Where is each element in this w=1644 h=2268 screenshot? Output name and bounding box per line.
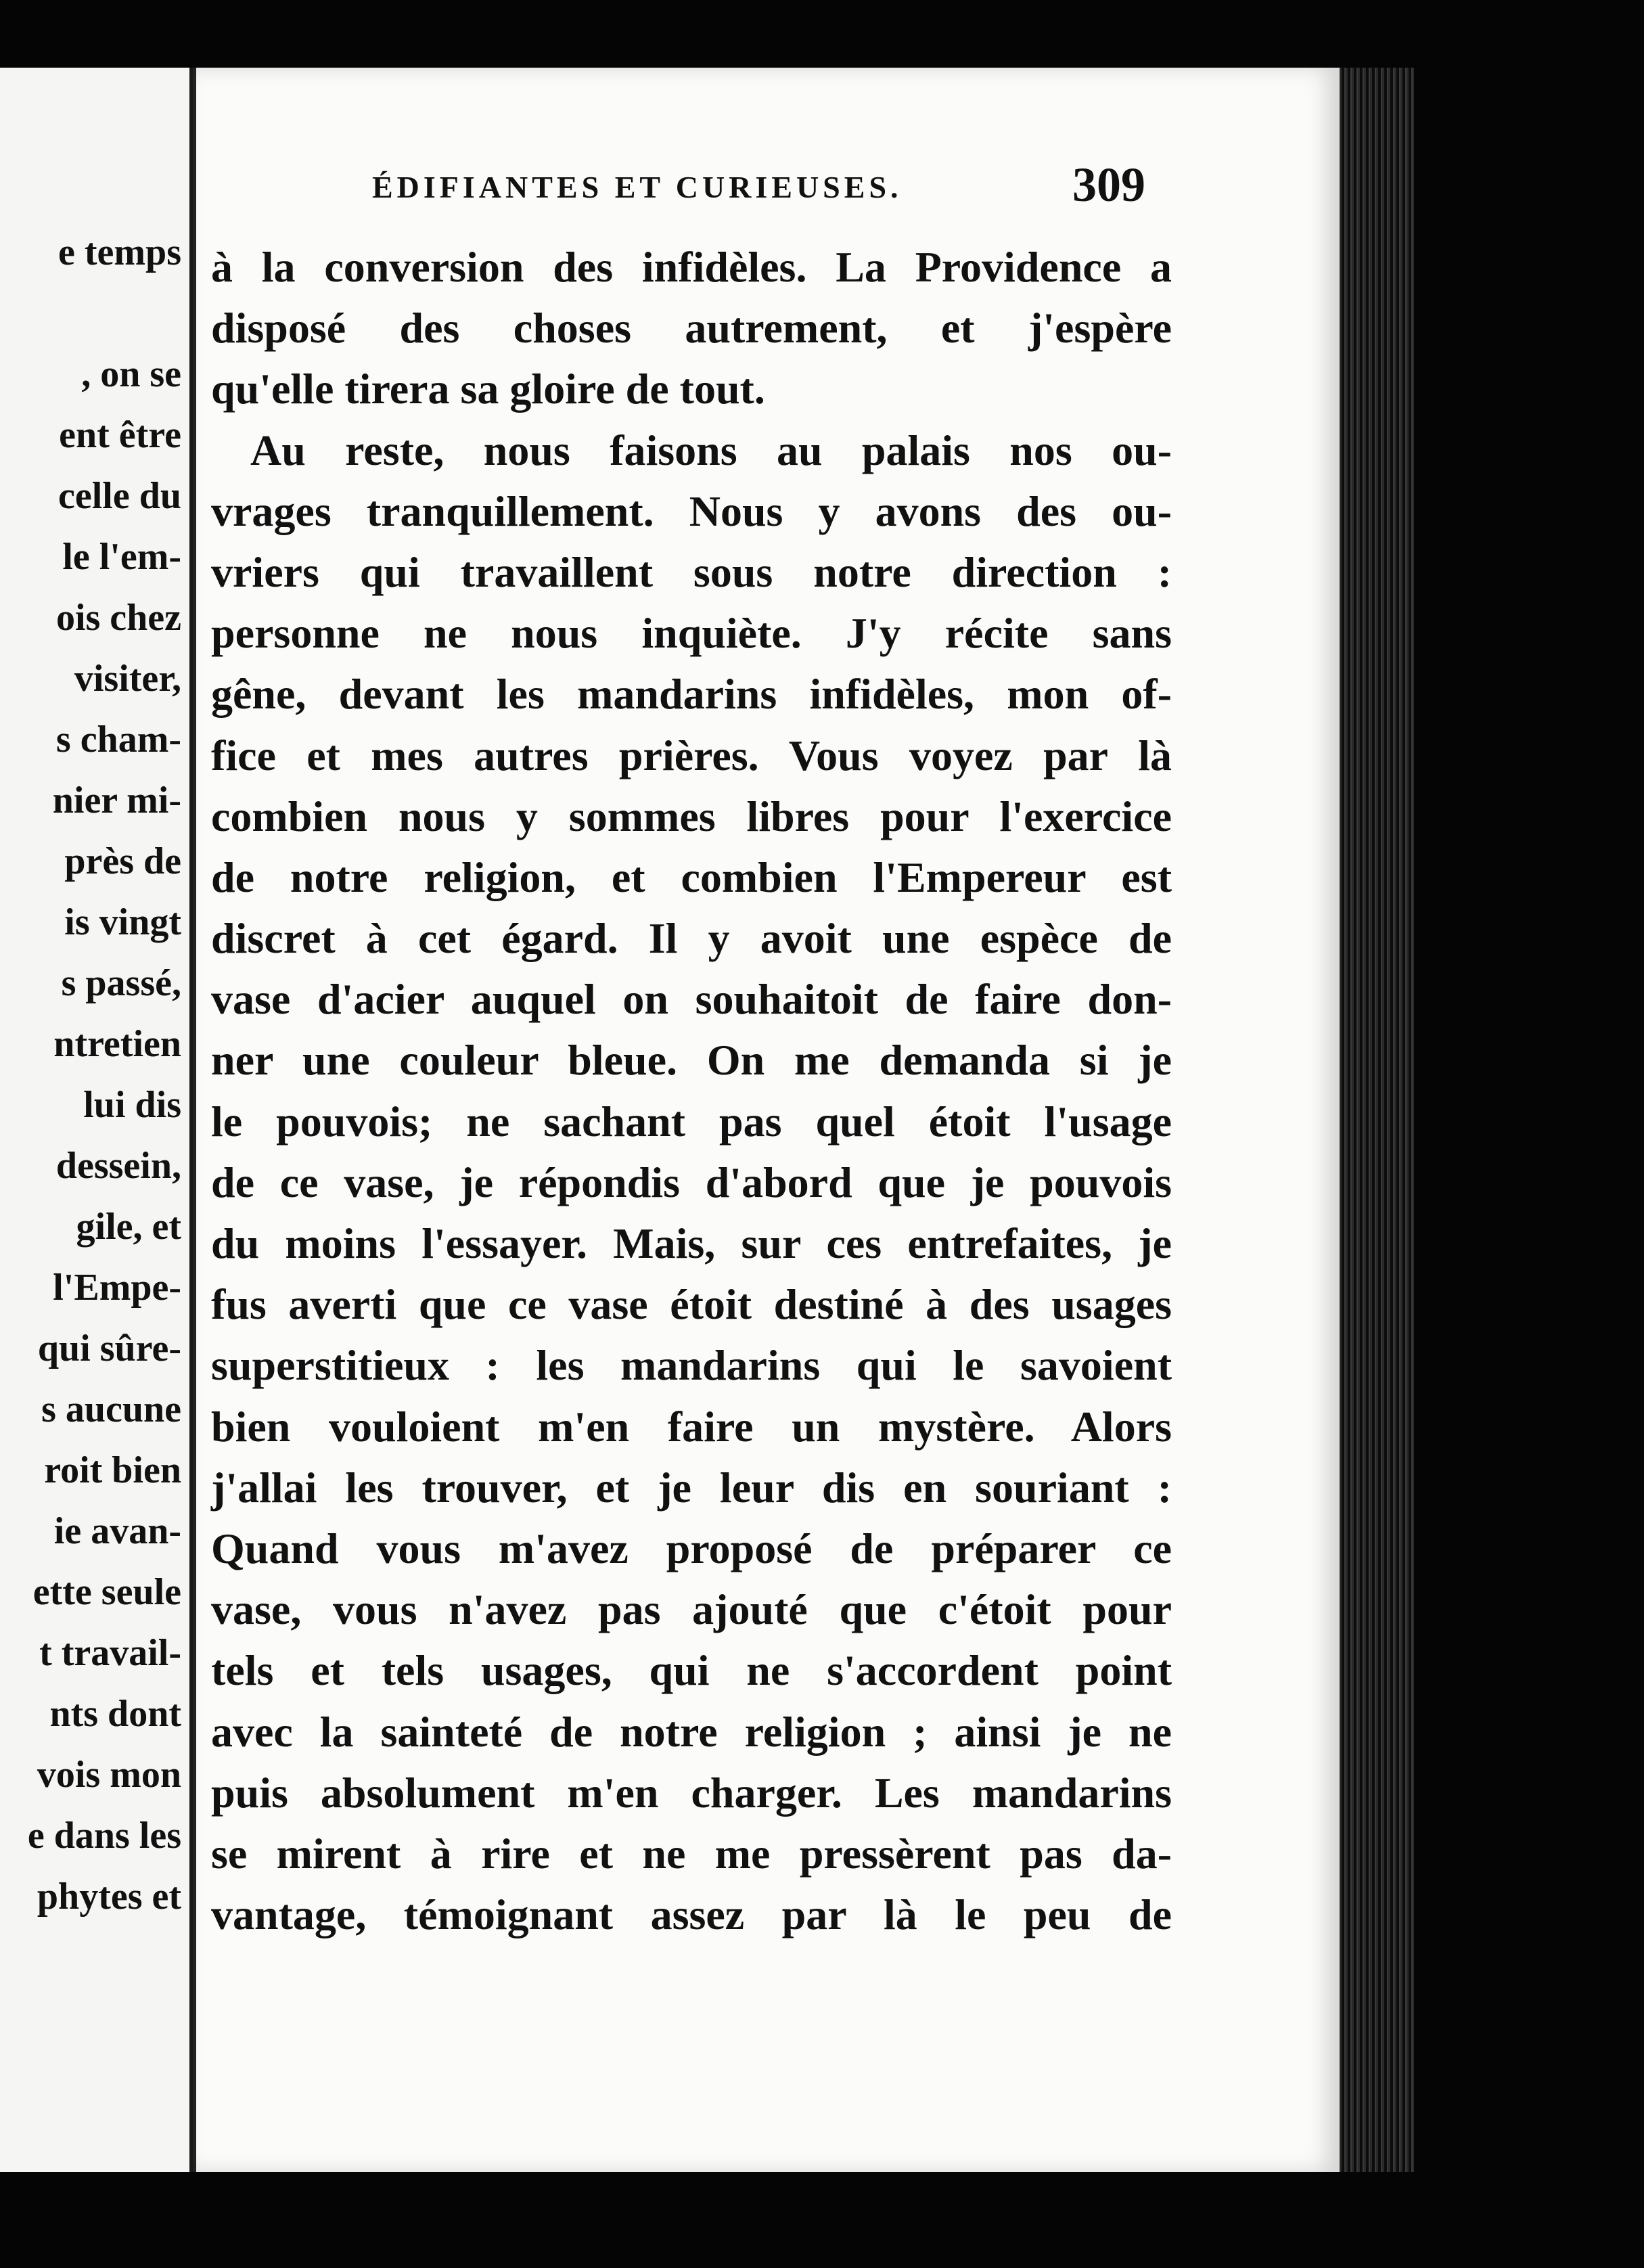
left-page-line: près de [64,840,181,882]
text-line: gêne, devant les mandarins infidèles, mon of- [211,670,1172,719]
left-page-line: s aucune [41,1388,181,1430]
text-line: fus averti que ce vase étoit destiné à des usages [211,1280,1172,1329]
left-page-line: ntretien [53,1023,181,1065]
text-line: Au reste, nous faisons au palais nos ou- [250,426,1172,474]
text-line: personne ne nous inquiète. J'y récite sans [211,609,1172,658]
left-page-line: s passé, [61,962,181,1004]
text-line: vrages tranquillement. Nous y avons des ou- [211,486,1172,535]
left-page-line: s cham- [55,719,181,761]
left-page-line: lui dis [83,1084,181,1126]
text-line: bien vouloient m'en faire un mystère. Alors [211,1402,1172,1451]
text-line: vriers qui travaillent sous notre direction : [211,547,1172,596]
left-page-line: ent être [59,414,181,456]
text-line: le pouvois; ne sachant pas quel étoit l'usage [211,1097,1172,1146]
text-line: puis absolument m'en charger. Les mandarins [211,1768,1172,1817]
left-page-line: roit bien [44,1449,181,1491]
text-line: superstitieux : les mandarins qui le savoient [211,1341,1172,1390]
body-text [211,237,1172,1945]
main-page [196,68,1340,2172]
left-page-line: is vingt [64,901,181,943]
left-page-line: le l'em- [62,536,181,578]
text-line: disposé des choses autrement, et j'espère [211,304,1172,353]
left-page-line: qui sûre- [37,1328,181,1369]
left-page-line: ette seule [32,1571,181,1613]
left-page-line: visiter, [74,658,181,700]
text-line: fice et mes autres prières. Vous voyez par là [211,731,1172,779]
text-line: tels et tels usages, qui ne s'accordent point [211,1646,1172,1695]
text-line: à la conversion des infidèles. La Providence a [211,243,1172,291]
page-number: 309 [1072,158,1145,212]
text-line: vase, vous n'avez pas ajouté que c'étoit pour [211,1585,1172,1634]
text-line: discret à cet égard. Il y avoit une espèce de [211,914,1172,963]
text-line: du moins l'essayer. Mais, sur ces entrefaites, je [211,1219,1172,1267]
left-page-line: ois chez [55,597,181,639]
left-page-line: t travail- [39,1632,181,1674]
text-line: de ce vase, je répondis d'abord que je pouvois [211,1158,1172,1206]
running-head: ÉDIFIANTES ET CURIEUSES. [372,170,903,204]
left-page-line: vois mon [37,1754,181,1796]
left-page-line: , on se [81,353,181,395]
text-line: se mirent à rire et ne me pressèrent pas da- [211,1829,1172,1878]
left-page-line: ie avan- [53,1510,181,1552]
text-line: combien nous y sommes libres pour l'exercice [211,792,1172,840]
text-line: de notre religion, et combien l'Empereur est [211,853,1172,901]
text-line: qu'elle tirera sa gloire de tout. [211,365,765,413]
left-page-line: e temps [58,231,181,273]
text-line: j'allai les trouver, et je leur dis en souriant : [211,1463,1172,1512]
left-page-line: celle du [58,475,181,517]
left-page-line: phytes et [37,1876,181,1918]
left-page-line: l'Empe- [53,1267,181,1309]
text-line: ner une couleur bleue. On me demanda si je [211,1036,1172,1085]
left-page-line: nier mi- [52,779,181,821]
left-page-line: gile, et [76,1206,181,1248]
left-page-line: dessein, [55,1145,181,1187]
left-page-line: e dans les [27,1815,181,1857]
text-line: avec la sainteté de notre religion ; ainsi je ne [211,1707,1172,1756]
left-page-line: nts dont [49,1693,181,1735]
text-line: vantage, témoignant assez par là le peu de [211,1890,1172,1939]
text-line: vase d'acier auquel on souhaitoit de faire don- [211,975,1172,1024]
page-edge-stack [1340,68,1414,2172]
left-facing-page [0,68,195,2172]
text-line: Quand vous m'avez proposé de préparer ce [211,1524,1172,1572]
